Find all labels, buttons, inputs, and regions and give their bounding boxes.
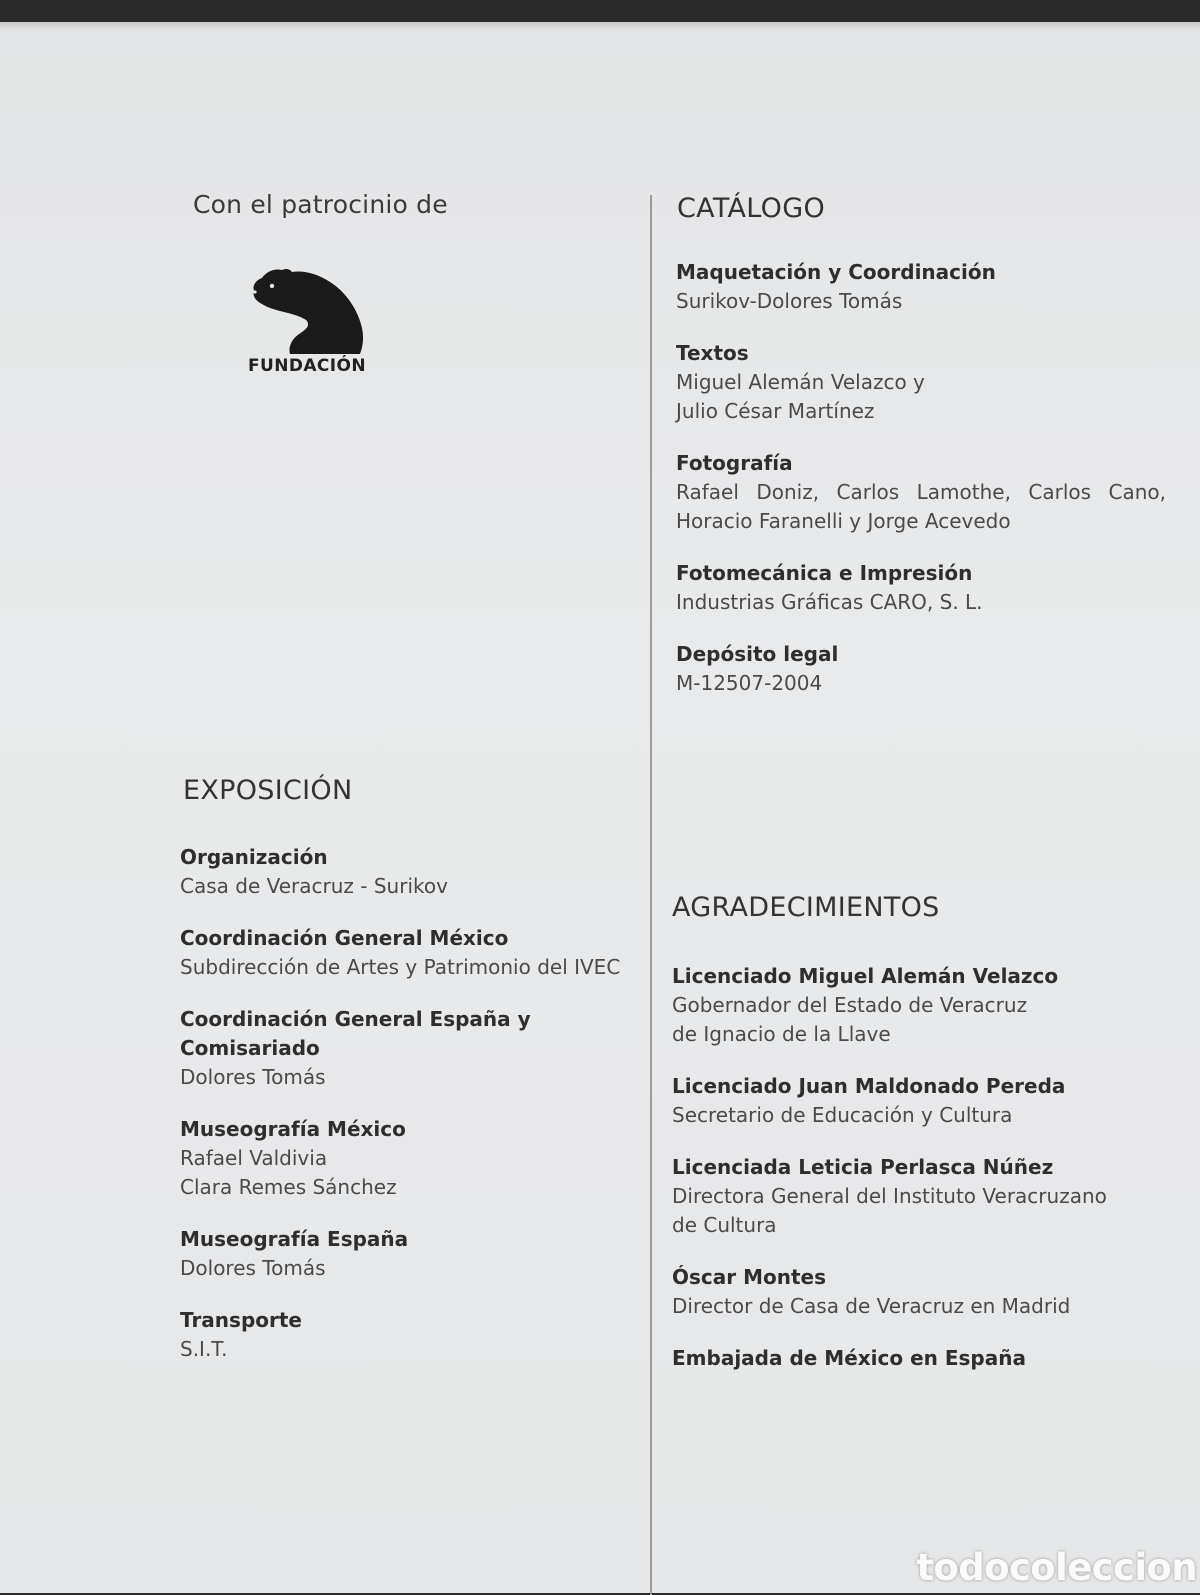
entry-line: de Ignacio de la Llave	[672, 1022, 891, 1046]
entry-title: Maquetación y Coordinación	[676, 260, 996, 284]
entry-line: Subdirección de Artes y Patrimonio del IVEC	[180, 955, 621, 979]
agradecimientos-entry	[672, 1072, 1172, 1130]
catalogo-entry	[676, 559, 1166, 617]
entry-title: Organización	[180, 845, 328, 869]
entry-line: de Cultura	[672, 1213, 777, 1237]
sponsor-label: Con el patrocinio de	[193, 190, 448, 219]
bear-icon	[248, 268, 368, 356]
agradecimientos-entry	[672, 962, 1172, 1049]
entry-title: Óscar Montes	[672, 1265, 826, 1289]
entry-title: Embajada de México en España	[672, 1346, 1026, 1370]
entry-title: Comisariado	[180, 1036, 320, 1060]
entry-line: Directora General del Instituto Veracruzano	[672, 1184, 1107, 1208]
agradecimientos-entry	[672, 1263, 1172, 1321]
entry-line: Rafael Doniz, Carlos Lamothe, Carlos Cano,	[676, 480, 1166, 504]
exposicion-entry	[180, 1225, 635, 1283]
entry-line: Industrias Gráficas CARO, S. L.	[676, 590, 983, 614]
entry-line: Gobernador del Estado de Veracruz	[672, 993, 1028, 1017]
entry-title: Fotografía	[676, 451, 793, 475]
agradecimientos-entry	[672, 1344, 1172, 1373]
entry-title: Licenciado Miguel Alemán Velazco	[672, 964, 1059, 988]
entry-line: Horacio Faranelli y Jorge Acevedo	[676, 509, 1011, 533]
entry-title: Museografía México	[180, 1117, 406, 1141]
entry-line: S.I.T.	[180, 1337, 228, 1361]
entry-line: Casa de Veracruz - Surikov	[180, 874, 448, 898]
catalogo-entry	[676, 449, 1166, 536]
entry-line: Surikov-Dolores Tomás	[676, 289, 903, 313]
entry-title: Licenciada Leticia Perlasca Núñez	[672, 1155, 1054, 1179]
entry-line: Miguel Alemán Velazco y	[676, 370, 925, 394]
exposicion-title: EXPOSICIÓN	[183, 775, 353, 806]
entry-title: Licenciado Juan Maldonado Pereda	[672, 1074, 1066, 1098]
entry-title: Depósito legal	[676, 642, 839, 666]
exposicion-entry	[180, 1115, 635, 1202]
entry-title: Fotomecánica e Impresión	[676, 561, 973, 585]
entry-line: M-12507-2004	[676, 671, 823, 695]
agradecimientos-title: AGRADECIMIENTOS	[672, 892, 940, 923]
entry-title: Coordinación General México	[180, 926, 509, 950]
catalogo-title: CATÁLOGO	[677, 193, 825, 224]
entry-line: Dolores Tomás	[180, 1065, 326, 1089]
column-divider	[650, 195, 652, 1595]
entry-line: Clara Remes Sánchez	[180, 1175, 397, 1199]
catalogo-entry	[676, 258, 1166, 316]
entry-line: Rafael Valdivia	[180, 1146, 328, 1170]
catalogo-entry	[676, 640, 1166, 698]
exposicion-list	[180, 843, 635, 1387]
entry-line: Director de Casa de Veracruz en Madrid	[672, 1294, 1071, 1318]
entry-line: Julio César Martínez	[676, 399, 875, 423]
catalogo-list	[676, 258, 1166, 721]
page-top-edge	[0, 22, 1200, 30]
entry-line: Dolores Tomás	[180, 1256, 326, 1280]
exposicion-entry	[180, 924, 635, 982]
fundacion-logo	[248, 268, 383, 378]
logo-text: FUNDACIÓN	[248, 356, 366, 376]
exposicion-entry	[180, 1306, 635, 1364]
watermark: todocoleccion	[916, 1546, 1197, 1589]
exposicion-entry	[180, 843, 635, 901]
exposicion-entry	[180, 1005, 635, 1092]
entry-title: Museografía España	[180, 1227, 409, 1251]
entry-title: Transporte	[180, 1308, 302, 1332]
catalogo-entry	[676, 339, 1166, 426]
agradecimientos-list	[672, 962, 1172, 1396]
agradecimientos-entry	[672, 1153, 1172, 1240]
entry-title: Textos	[676, 341, 749, 365]
entry-title: Coordinación General España y	[180, 1007, 531, 1031]
entry-line: Secretario de Educación y Cultura	[672, 1103, 1013, 1127]
